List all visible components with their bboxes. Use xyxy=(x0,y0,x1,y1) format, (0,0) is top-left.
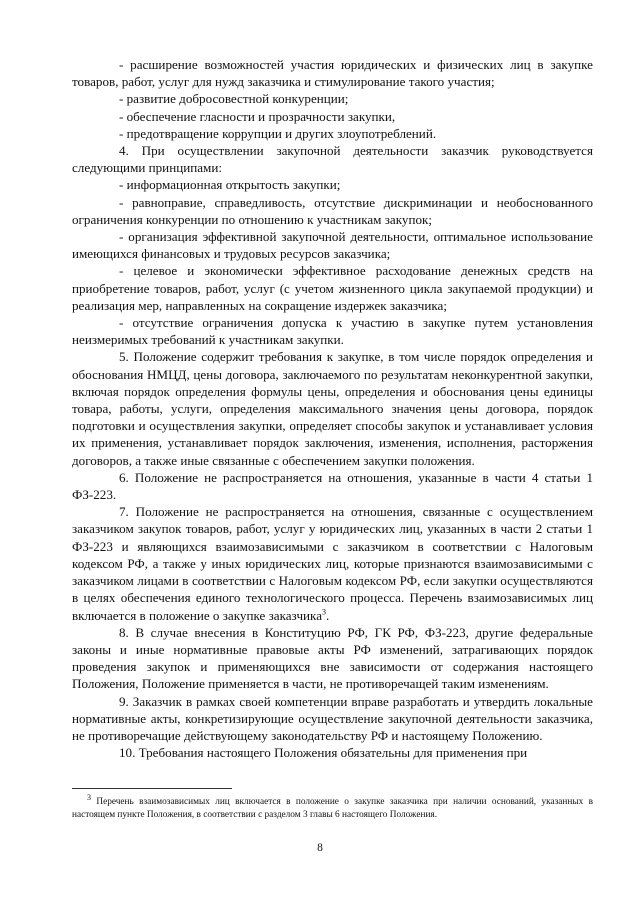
footnote-divider xyxy=(72,788,232,789)
paragraph: 10. Требования настоящего Положения обязательны для применения при xyxy=(119,745,528,761)
footnote-reference[interactable]: 3 xyxy=(322,607,327,617)
paragraph: 5. Положение содержит требования к закупке, в том числе порядок определения и обоснования НМЦД, цены договора, заключаемого по результатам неконкурентной закупки, включая порядок определения формулы цены, определения и обоснования цены единицы товара, работы, услуги, определения максимального значения цены договора, порядок подготовки и осуществления закупки, определяет способы закупок и устанавливает условия их применения, устанавливает порядок заключения, изменения, исполнения, расторжения договоров, а также иные связанные с обеспечением закупки положения. xyxy=(72,349,593,468)
paragraph: - отсутствие ограничения допуска к участию в закупке путем установления неизмеримых требований к участникам закупки. xyxy=(72,315,593,348)
paragraph: 4. При осуществлении закупочной деятельности заказчик руководствуется следующими принципами: xyxy=(72,143,593,176)
footnote xyxy=(72,792,593,822)
paragraph: - информационная открытость закупки; xyxy=(119,177,341,193)
paragraph: - организация эффективной закупочной деятельности, оптимальное использование имеющихся финансовых и трудовых ресурсов заказчика; xyxy=(72,229,593,262)
paragraph: - равноправие, справедливость, отсутствие дискриминации и необоснованного ограничения конкуренции по отношению к участникам закупок; xyxy=(72,194,593,227)
footnote-marker: 3 xyxy=(87,792,91,802)
paragraph: - целевое и экономически эффективное расходование денежных средств на приобретение товаров, работ, услуг (с учетом жизненного цикла закупаемой продукции) и реализация мер, направленных на сокращение издержек заказчика; xyxy=(72,263,593,313)
paragraph: 9. Заказчик в рамках своей компетенции вправе разработать и утвердить локальные нормативные акты, конкретизирующие осуществление закупочной деятельности заказчика, не противоречащие действующему законодательству РФ и настоящему Положению. xyxy=(72,693,593,743)
document-body xyxy=(72,56,593,761)
paragraph-7-text: 7. Положение не распространяется на отношения, связанные с осуществлением заказчиком закупок товаров, работ, услуг у юридических лиц, указанных в части 2 статьи 1 ФЗ-223 и являющихся взаимозависимыми с заказчиком в соответствии с Налоговым кодексом РФ, а также у иных юридических лиц, которые признаются взаимозависимыми с заказчиком лицами в соответствии с Налоговым кодексом РФ, если закупки осуществляются в целях обеспечения единого технологического процесса. Перечень взаимозависимых лиц включается в положение о закупке заказчика xyxy=(72,504,593,623)
footnote-text: Перечень взаимозависимых лиц включается в положение о закупке заказчика при наличии оснований, указанных в настоящем пункте Положения, в соответствии с разделом 3 главы 6 настоящего Положения. xyxy=(72,797,593,820)
paragraph-7-end: . xyxy=(326,607,330,623)
page-number: 8 xyxy=(317,842,323,854)
paragraph: - развитие добросовестной конкуренции; xyxy=(119,91,349,107)
paragraph-7 xyxy=(72,503,593,623)
paragraph: 6. Положение не распространяется на отношения, указанные в части 4 статьи 1 ФЗ-223. xyxy=(72,469,593,503)
paragraph: - расширение возможностей участия юридических и физических лиц в закупке товаров, работ, услуг для нужд заказчика и стимулирование такого участия; xyxy=(72,57,593,90)
paragraph: - обеспечение гласности и прозрачности закупки, xyxy=(119,108,396,124)
paragraph: - предотвращение коррупции и других злоупотреблений. xyxy=(119,125,437,141)
paragraph: 8. В случае внесения в Конституцию РФ, ГК РФ, ФЗ-223, другие федеральные законы и иные нормативные правовые акты РФ изменений, затрагивающих порядок проведения закупок и применяющихся вне зависимости от содержания настоящего Положения, Положение применяется в части, не противоречащей таким изменениям. xyxy=(72,624,593,692)
